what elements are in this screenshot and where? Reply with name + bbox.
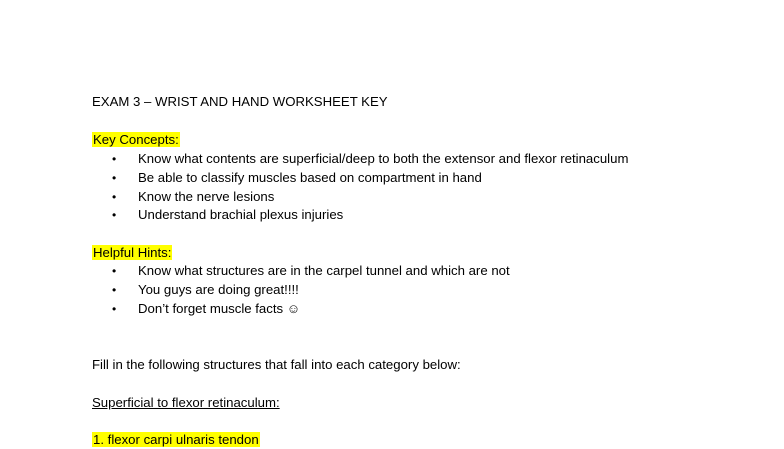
section-heading: Superficial to flexor retinaculum:	[92, 395, 280, 410]
answer-row	[92, 431, 260, 449]
bullet-icon: •	[112, 171, 117, 185]
bullet-icon: •	[112, 190, 117, 204]
helpful-hints-heading-row	[92, 244, 172, 262]
list-item-text: Know what structures are in the carpel tunnel and which are not	[138, 263, 510, 278]
helpful-hints-heading: Helpful Hints:	[93, 245, 172, 260]
list-item-text: Understand brachial plexus injuries	[138, 207, 344, 222]
instruction-text: Fill in the following structures that fall into each category below:	[92, 357, 461, 372]
list-item	[112, 281, 299, 299]
bullet-icon: •	[112, 302, 117, 316]
list-item-text: Know what contents are superficial/deep to both the extensor and flexor retinaculum	[138, 151, 629, 166]
key-concepts-heading-row	[92, 131, 180, 149]
list-item-text: Don’t forget muscle facts ☺	[138, 301, 301, 316]
list-item	[112, 169, 482, 187]
bullet-icon: •	[112, 152, 117, 166]
doc-title: EXAM 3 – WRIST AND HAND WORKSHEET KEY	[92, 94, 388, 109]
bullet-icon: •	[112, 208, 117, 222]
bullet-icon: •	[112, 283, 117, 297]
bullet-icon: •	[112, 264, 117, 278]
list-item	[112, 188, 274, 206]
list-item-text: You guys are doing great!!!!	[138, 282, 299, 297]
list-item	[112, 262, 510, 280]
key-concepts-heading: Key Concepts:	[93, 132, 179, 147]
list-item	[112, 206, 343, 224]
list-item	[112, 150, 628, 168]
answer-text: 1. flexor carpi ulnaris tendon	[93, 432, 259, 447]
list-item	[112, 300, 300, 318]
list-item-text: Be able to classify muscles based on compartment in hand	[138, 170, 482, 185]
list-item-text: Know the nerve lesions	[138, 189, 275, 204]
